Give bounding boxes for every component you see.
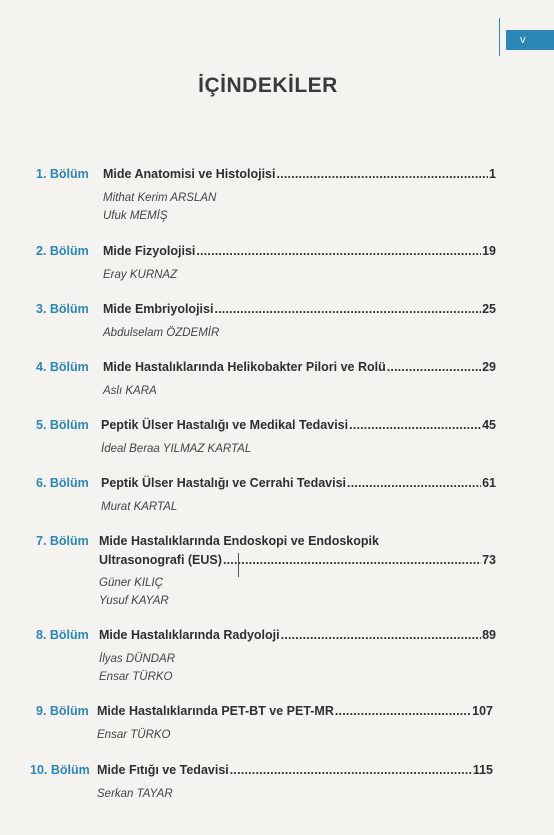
toc-line[interactable] bbox=[103, 244, 496, 258]
toc-line[interactable] bbox=[101, 476, 496, 490]
chapter-label: 2. Bölüm bbox=[36, 244, 89, 258]
chapter-title: Mide Hastalıklarında PET-BT ve PET-MR bbox=[97, 704, 334, 718]
author-list bbox=[101, 440, 251, 458]
chapter-label: 8. Bölüm bbox=[36, 628, 89, 642]
author-list bbox=[97, 785, 173, 803]
author-list bbox=[97, 726, 171, 744]
leader-dots bbox=[335, 704, 471, 718]
chapter-label: 4. Bölüm bbox=[36, 360, 89, 374]
page-ref: 1 bbox=[489, 167, 496, 181]
chapter-label: 5. Bölüm bbox=[36, 418, 89, 432]
page-number: v bbox=[520, 34, 526, 46]
chapter-title: Peptik Ülser Hastalığı ve Medikal Tedavisi bbox=[101, 418, 349, 432]
chapter-label: 3. Bölüm bbox=[36, 302, 89, 316]
chapter-title-line1: Mide Hastalıklarında Endoskopi ve Endoskopik bbox=[99, 534, 379, 548]
header-rule bbox=[499, 18, 500, 56]
toc-line[interactable] bbox=[103, 167, 496, 181]
page-ref: 73 bbox=[482, 553, 496, 567]
leader-dots bbox=[196, 244, 481, 258]
leader-dots bbox=[277, 167, 489, 181]
leader-dots bbox=[387, 360, 481, 374]
chapter-title: Ultrasonografi (EUS) bbox=[99, 553, 222, 567]
page-ref: 29 bbox=[482, 360, 496, 374]
chapter-title: Mide Embriyolojisi bbox=[103, 302, 214, 316]
chapter-title: Mide Fizyolojisi bbox=[103, 244, 196, 258]
author: Yusuf KAYAR bbox=[99, 595, 169, 607]
page-ref: 61 bbox=[482, 476, 496, 490]
page-ref: 25 bbox=[482, 302, 496, 316]
toc-line[interactable] bbox=[97, 763, 493, 777]
author: Abdulselam ÖZDEMİR bbox=[103, 327, 220, 339]
chapter-title: Peptik Ülser Hastalığı ve Cerrahi Tedavisi bbox=[101, 476, 347, 490]
author: İlyas DÜNDAR bbox=[99, 653, 176, 665]
chapter-title: Mide Hastalıklarında Radyoloji bbox=[99, 628, 280, 642]
author: Eray KURNAZ bbox=[103, 269, 178, 281]
page-ref: 45 bbox=[482, 418, 496, 432]
leader-dots bbox=[230, 763, 472, 777]
author: Ensar TÜRKO bbox=[99, 671, 173, 683]
leader-dots bbox=[223, 553, 481, 567]
chapter-label: 7. Bölüm bbox=[36, 534, 89, 548]
author-list bbox=[101, 498, 177, 516]
chapter-label: 6. Bölüm bbox=[36, 476, 89, 490]
chapter-label: 1. Bölüm bbox=[36, 167, 89, 181]
chapter-title: Mide Hastalıklarında Helikobakter Pilori ve Rolü bbox=[103, 360, 386, 374]
leader-dots bbox=[347, 476, 481, 490]
text-cursor-mark bbox=[238, 553, 239, 577]
leader-dots bbox=[214, 302, 481, 316]
page-number-tab bbox=[506, 30, 554, 50]
author: Murat KARTAL bbox=[101, 501, 178, 513]
toc-line[interactable] bbox=[103, 360, 496, 374]
page-ref: 115 bbox=[472, 763, 493, 777]
author-list bbox=[103, 189, 216, 225]
page-title: İÇİNDEKİLER bbox=[198, 74, 338, 97]
author-list bbox=[99, 650, 175, 686]
toc-line[interactable] bbox=[99, 553, 496, 567]
toc-line[interactable] bbox=[97, 704, 493, 718]
author: Serkan TAYAR bbox=[97, 788, 173, 800]
page-ref: 19 bbox=[482, 244, 496, 258]
chapter-title: Mide Anatomisi ve Histolojisi bbox=[103, 167, 276, 181]
toc-line[interactable] bbox=[99, 628, 496, 642]
leader-dots bbox=[349, 418, 481, 432]
author: İdeal Beraa YILMAZ KARTAL bbox=[101, 443, 252, 455]
author: Mithat Kerim ARSLAN bbox=[103, 192, 217, 204]
author: Güner KILIÇ bbox=[99, 577, 163, 589]
chapter-label: 10. Bölüm bbox=[30, 763, 90, 777]
page-ref: 89 bbox=[482, 628, 496, 642]
toc-line[interactable] bbox=[103, 302, 496, 316]
leader-dots bbox=[281, 628, 481, 642]
author: Ensar TÜRKO bbox=[97, 729, 171, 741]
page-ref: 107 bbox=[472, 704, 493, 718]
chapter-label: 9. Bölüm bbox=[36, 704, 89, 718]
author-list bbox=[99, 574, 169, 610]
author: Aslı KARA bbox=[103, 385, 157, 397]
chapter-title: Mide Fıtığı ve Tedavisi bbox=[97, 763, 229, 777]
author-list bbox=[103, 382, 157, 400]
author: Ufuk MEMİŞ bbox=[103, 210, 168, 222]
author-list bbox=[103, 324, 219, 342]
author-list bbox=[103, 266, 177, 284]
toc-line[interactable] bbox=[101, 418, 496, 432]
